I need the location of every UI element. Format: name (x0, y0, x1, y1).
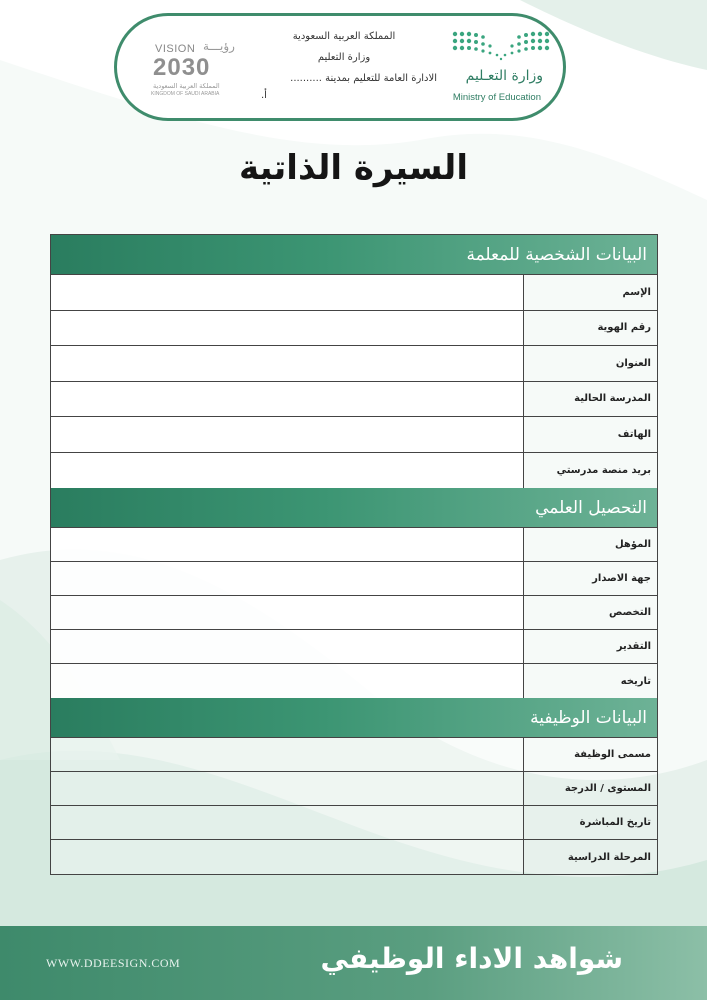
vision-year: 2030 (153, 54, 211, 81)
address-field[interactable] (51, 346, 523, 381)
ministry-label: وزارة التعليم (317, 52, 371, 63)
row-label: مسمى الوظيفة (523, 738, 657, 771)
table-row (51, 772, 657, 806)
personal-section (51, 235, 657, 488)
job-title-field[interactable] (51, 738, 523, 771)
job-section-heading: البيانات الوظيفية (51, 698, 657, 738)
table-row (51, 311, 657, 347)
row-label: التخصص (523, 596, 657, 629)
table-row (51, 630, 657, 664)
header-text-block (251, 26, 437, 103)
row-label: تاريخه (523, 664, 657, 698)
row-label: بريد منصة مدرستي (523, 453, 657, 489)
teacher-prefix-label: أ. (261, 90, 267, 101)
phone-field[interactable] (51, 417, 523, 452)
directorate-label: الادارة العامة للتعليم بمدينة .......... (290, 73, 437, 84)
header-banner (114, 13, 566, 121)
kingdom-label: المملكة العربية السعودية (292, 31, 396, 42)
madrasati-email-field[interactable] (51, 453, 523, 489)
row-label: رقم الهوية (523, 311, 657, 346)
moe-logo-arabic: وزارة التعـليم (465, 68, 543, 84)
row-label: المدرسة الحالية (523, 382, 657, 417)
cv-table (50, 234, 658, 875)
ministry-of-education-logo (447, 30, 557, 110)
id-number-field[interactable] (51, 311, 523, 346)
school-stage-field[interactable] (51, 840, 523, 874)
grade-field[interactable] (51, 630, 523, 663)
personal-section-heading: البيانات الشخصية للمعلمة (51, 235, 657, 275)
name-field[interactable] (51, 275, 523, 310)
table-row (51, 528, 657, 562)
vision-kingdom-arabic: المملكة العربية السعودية (153, 82, 220, 90)
table-row (51, 596, 657, 630)
page-title: السيرة الذاتية (239, 148, 468, 188)
table-row (51, 346, 657, 382)
vision-2030-logo (147, 41, 237, 99)
current-school-field[interactable] (51, 382, 523, 417)
education-section (51, 488, 657, 698)
footer-website: WWW.DDEESIGN.COM (46, 956, 181, 970)
footer-title: شواهد الاداء الوظيفي (320, 942, 623, 975)
table-row (51, 453, 657, 489)
moe-dots-icon (451, 30, 551, 64)
vision-english-label: VISION (155, 43, 196, 55)
table-row (51, 275, 657, 311)
row-label: الهاتف (523, 417, 657, 452)
start-date-field[interactable] (51, 806, 523, 839)
row-label: العنوان (523, 346, 657, 381)
qualification-field[interactable] (51, 528, 523, 561)
row-label: جهة الاصدار (523, 562, 657, 595)
graduation-date-field[interactable] (51, 664, 523, 698)
education-section-heading: التحصيل العلمي (51, 488, 657, 528)
table-row (51, 562, 657, 596)
level-grade-field[interactable] (51, 772, 523, 805)
footer-band (0, 926, 707, 1000)
table-row (51, 738, 657, 772)
row-label: المرحلة الدراسية (523, 840, 657, 874)
table-row (51, 417, 657, 453)
row-label: تاريخ المباشرة (523, 806, 657, 839)
table-row (51, 840, 657, 874)
vision-kingdom-english: KINGDOM OF SAUDI ARABIA (151, 91, 220, 97)
job-section (51, 698, 657, 874)
moe-logo-english: Ministry of Education (452, 92, 541, 103)
row-label: المؤهل (523, 528, 657, 561)
issuer-field[interactable] (51, 562, 523, 595)
vision-arabic-label: رؤيـــة (203, 39, 235, 53)
table-row (51, 382, 657, 418)
row-label: المستوى / الدرجة (523, 772, 657, 805)
table-row (51, 664, 657, 698)
row-label: التقدير (523, 630, 657, 663)
table-row (51, 806, 657, 840)
specialization-field[interactable] (51, 596, 523, 629)
row-label: الإسم (523, 275, 657, 310)
